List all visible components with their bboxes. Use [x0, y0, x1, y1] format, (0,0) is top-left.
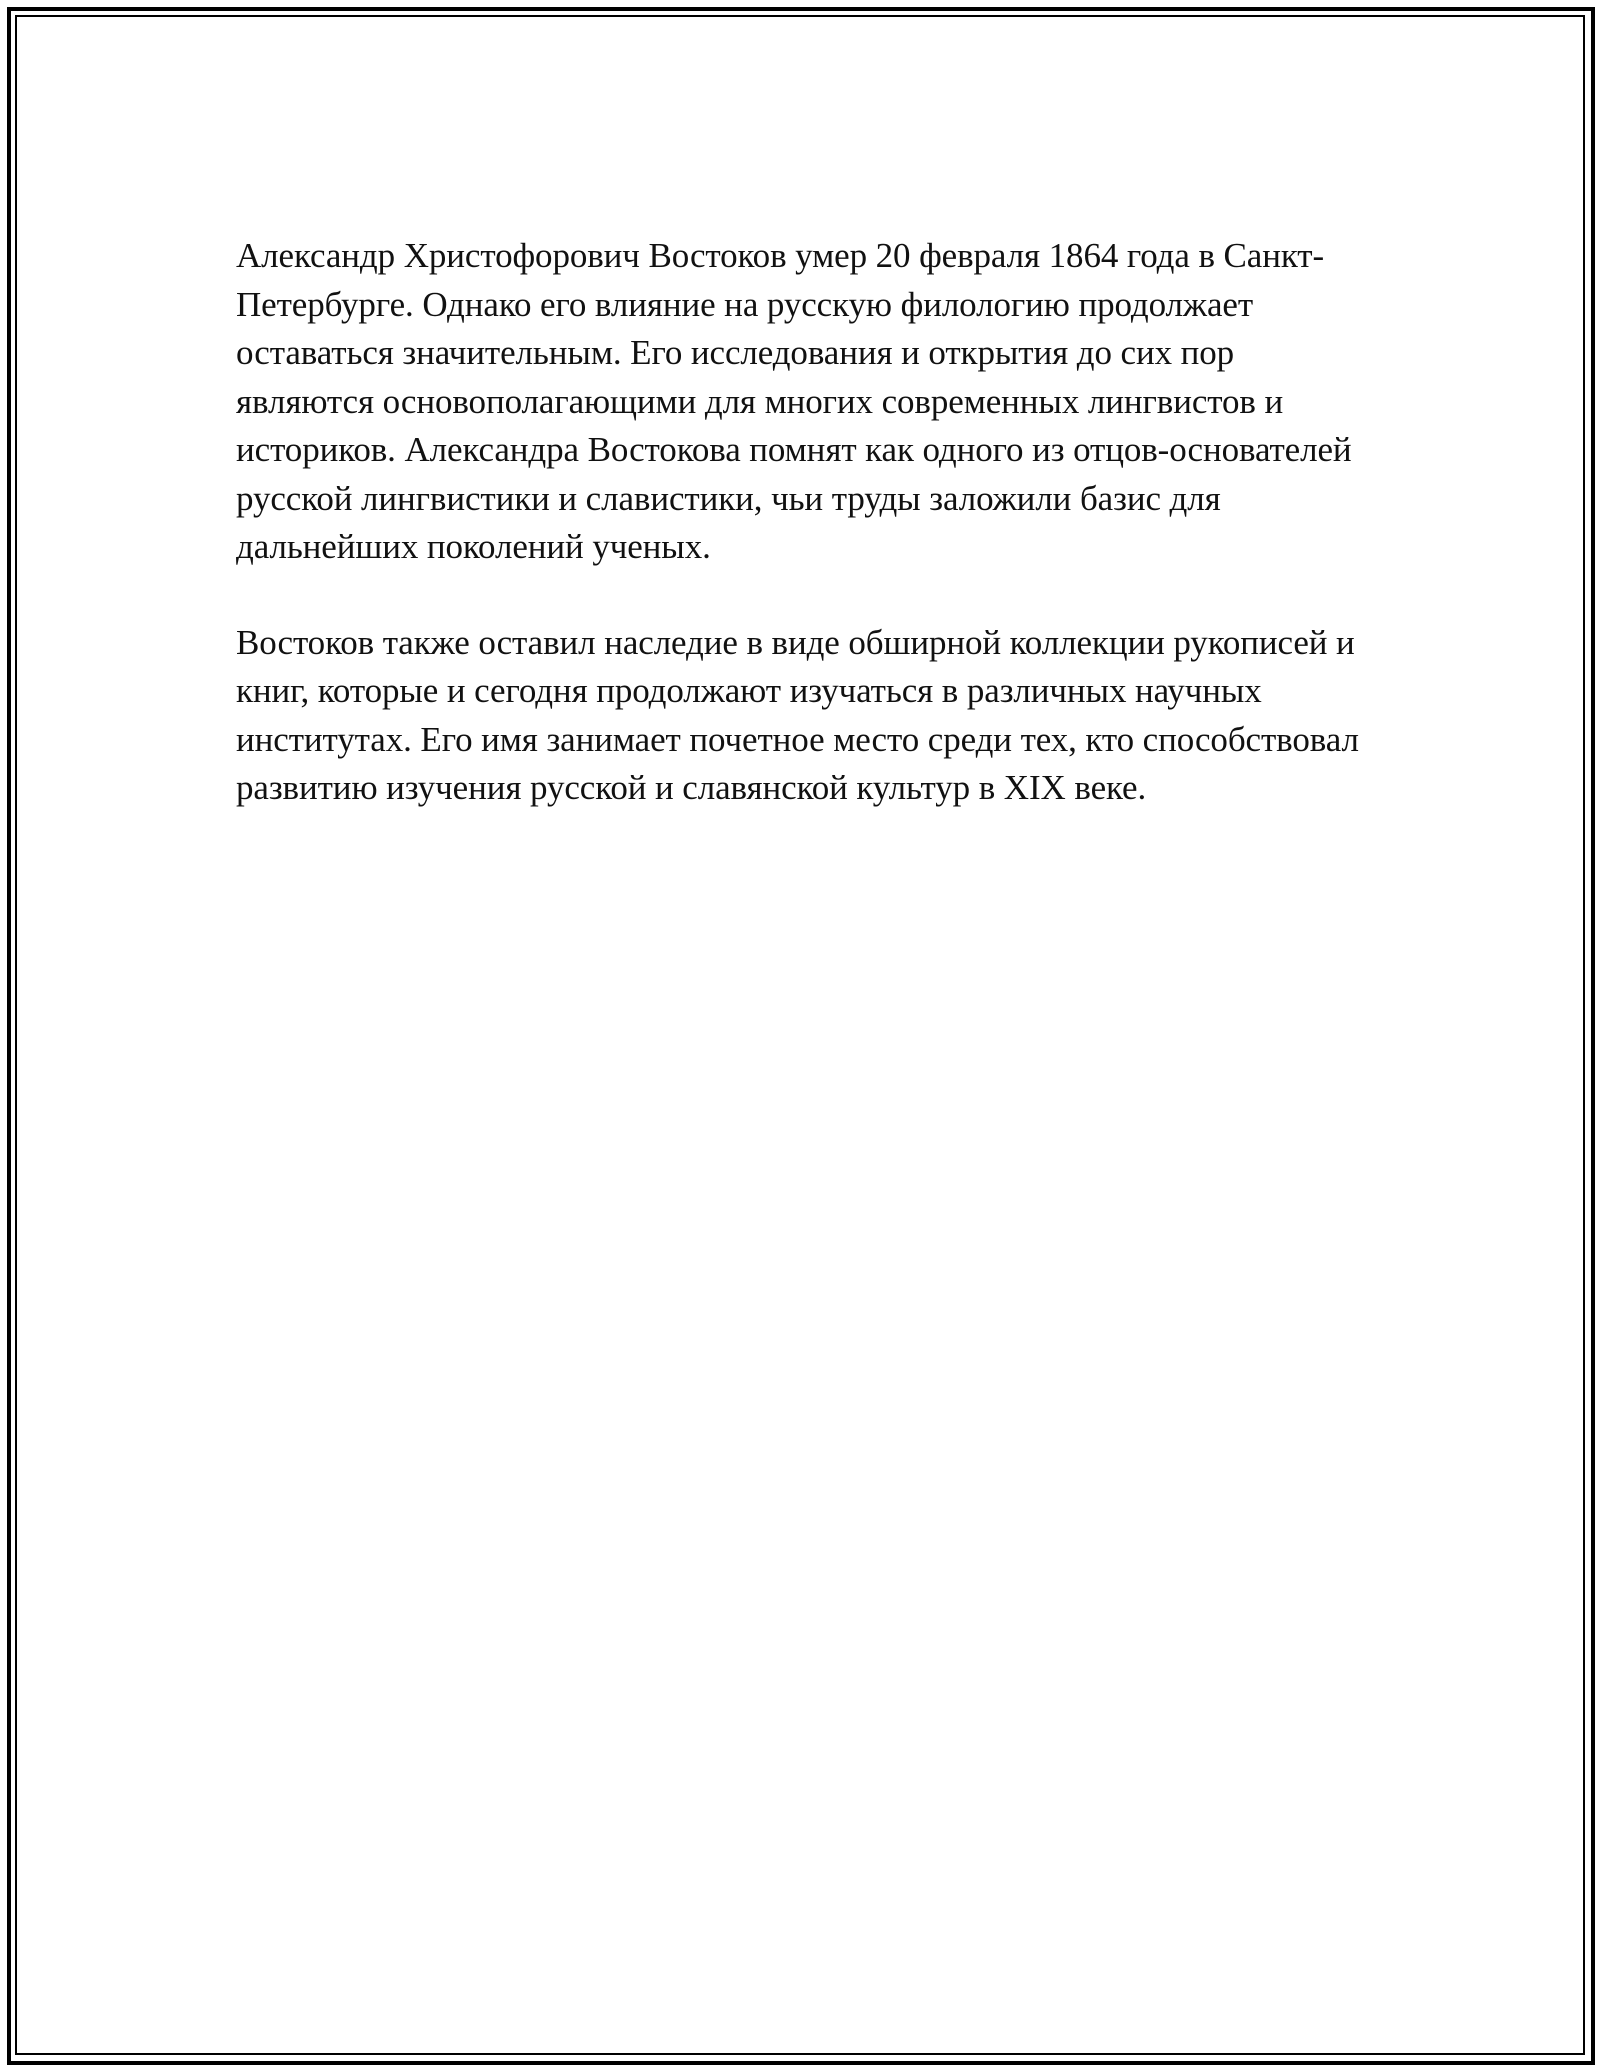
- document-body: [236, 232, 1376, 813]
- paragraph-1: Александр Христофорович Востоков умер 20 февраля 1864 года в Санкт-Петербурге. Однако его влияние на русскую филологию продолжает оставаться значительным. Его исследования и открытия до сих пор являются основополагающими для многих современных лингвистов и историков. Александра Востокова помнят как одного из отцов-основателей русской лингвистики и славистики, чьи труды заложили базис для дальнейших поколений ученых.: [236, 236, 1352, 566]
- paragraph-2: Востоков также оставил наследие в виде обширной коллекции рукописей и книг, которые и сегодня продолжают изучаться в различных научных институтах. Его имя занимает почетное место среди тех, кто способствовал развитию изучения русской и славянской культур в XIX веке.: [236, 622, 1359, 807]
